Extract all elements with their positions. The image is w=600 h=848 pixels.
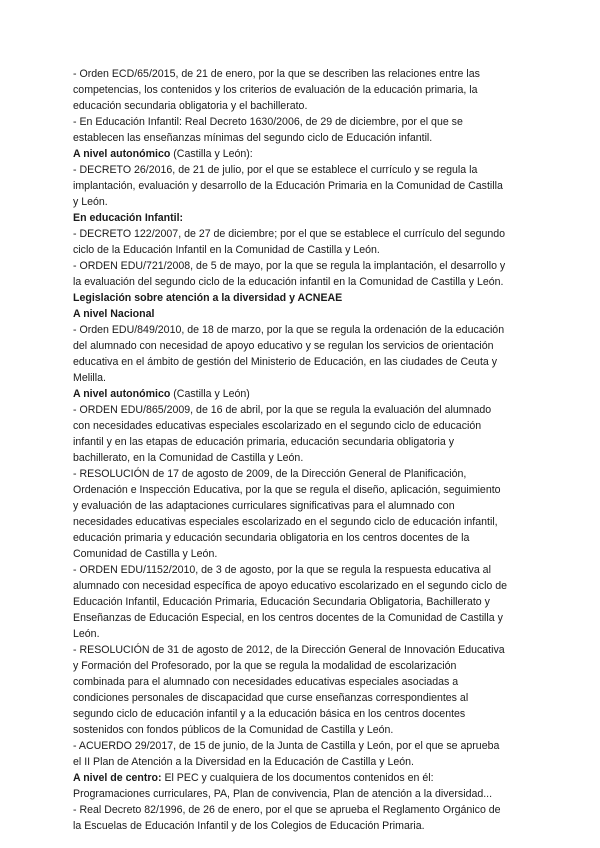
paragraph: - ORDEN EDU/721/2008, de 5 de mayo, por la que se regula la implantación, el desarrollo y la evaluación del segundo ciclo de la educación infantil en la Comunidad de Castilla y León. — [73, 260, 506, 288]
paragraph: - ACUERDO 29/2017, de 15 de junio, de la Junta de Castilla y León, por el que se aprueba el II Plan de Atención a la Diversidad en la Educación de Castilla y León. — [73, 740, 500, 768]
paragraph: - Orden ECD/65/2015, de 21 de enero, por la que se describen las relaciones entre las competencias, los contenidos y los criterios de evaluación de la educación primaria, la educación secundaria obligatoria y el bachillerato. — [73, 68, 480, 112]
paragraph: - ORDEN EDU/865/2009, de 16 de abril, por la que se regula la evaluación del alumnado con necesidades educativas especiales escolarizado en el segundo ciclo de educación infantil y en las etapas de educación primaria, educación secundaria obligatoria y bachillerato, en la Comunidad de Castilla y León. — [73, 404, 492, 464]
section-heading: Legislación sobre atención a la diversidad y ACNEAE — [73, 292, 343, 304]
label-suffix: (Castilla y León): — [170, 148, 253, 160]
bold-label: A nivel autonómico — [73, 148, 171, 160]
section-heading: En educación Infantil: — [73, 212, 184, 224]
paragraph: - Real Decreto 82/1996, de 26 de enero, por el que se aprueba el Reglamento Orgánico de la Escuelas de Educación Infantil y de los Colegios de Educación Primaria. — [73, 804, 501, 832]
label-suffix: (Castilla y León) — [170, 388, 250, 400]
bold-label: A nivel autonómico — [73, 388, 171, 400]
label-suffix: El PEC y cualquiera de los documentos contenidos en él: Programaciones curriculares, PA, Plan de convivencia, Plan de atención a la diversidad... — [73, 772, 493, 800]
paragraph: - RESOLUCIÓN de 31 de agosto de 2012, de la Dirección General de Innovación Educativa y Formación del Profesorado, por la que se regula la modalidad de escolarización combinada para el alumnado con necesidades educativas especiales asociadas a condiciones personales de discapacidad que curse enseñanzas correspondientes al segundo ciclo de educación infantil y a la educación básica en los centros docentes sostenidos con fondos públicos de la Comunidad de Castilla y León. — [73, 644, 505, 736]
section-subheading — [73, 770, 533, 802]
paragraph: - DECRETO 26/2016, de 21 de julio, por el que se establece el currículo y se regula la implantación, evaluación y desarrollo de la Educación Primaria en la Comunidad de Castilla y León. — [73, 164, 503, 208]
paragraph: - Orden EDU/849/2010, de 18 de marzo, por la que se regula la ordenación de la educación del alumnado con necesidad de apoyo educativo y se regulan los servicios de orientación educativa en el ámbito de gestión del Ministerio de Educación, en las ciudades de Ceuta y Melilla. — [73, 324, 505, 384]
section-subheading — [73, 386, 533, 402]
document-page — [73, 66, 533, 834]
section-subheading — [73, 146, 533, 162]
paragraph: - ORDEN EDU/1152/2010, de 3 de agosto, por la que se regula la respuesta educativa al alumnado con necesidad específica de apoyo educativo escolarizado en el segundo ciclo de Educación Infantil, Educación Primaria, Educación Secundaria Obligatoria, Bachillerato y Enseñanzas de Educación Especial, en los centros docentes de la Comunidad de Castilla y León. — [73, 564, 508, 640]
paragraph: - En Educación Infantil: Real Decreto 1630/2006, de 29 de diciembre, por el que se establecen las enseñanzas mínimas del segundo ciclo de Educación infantil. — [73, 116, 463, 144]
section-heading: A nivel Nacional — [73, 308, 155, 320]
bold-label: A nivel de centro: — [73, 772, 162, 784]
paragraph: - RESOLUCIÓN de 17 de agosto de 2009, de la Dirección General de Planificación, Ordenación e Inspección Educativa, por la que se regula el diseño, aplicación, seguimiento y evaluación de las adaptaciones curriculares significativas para el alumnado con necesidades educativas especiales escolarizado en el segundo ciclo de educación infantil, educación primaria y educación secundaria obligatoria en los centros docentes de la Comunidad de Castilla y León. — [73, 468, 501, 560]
paragraph: - DECRETO 122/2007, de 27 de diciembre; por el que se establece el currículo del segundo ciclo de la Educación Infantil en la Comunidad de Castilla y León. — [73, 228, 506, 256]
